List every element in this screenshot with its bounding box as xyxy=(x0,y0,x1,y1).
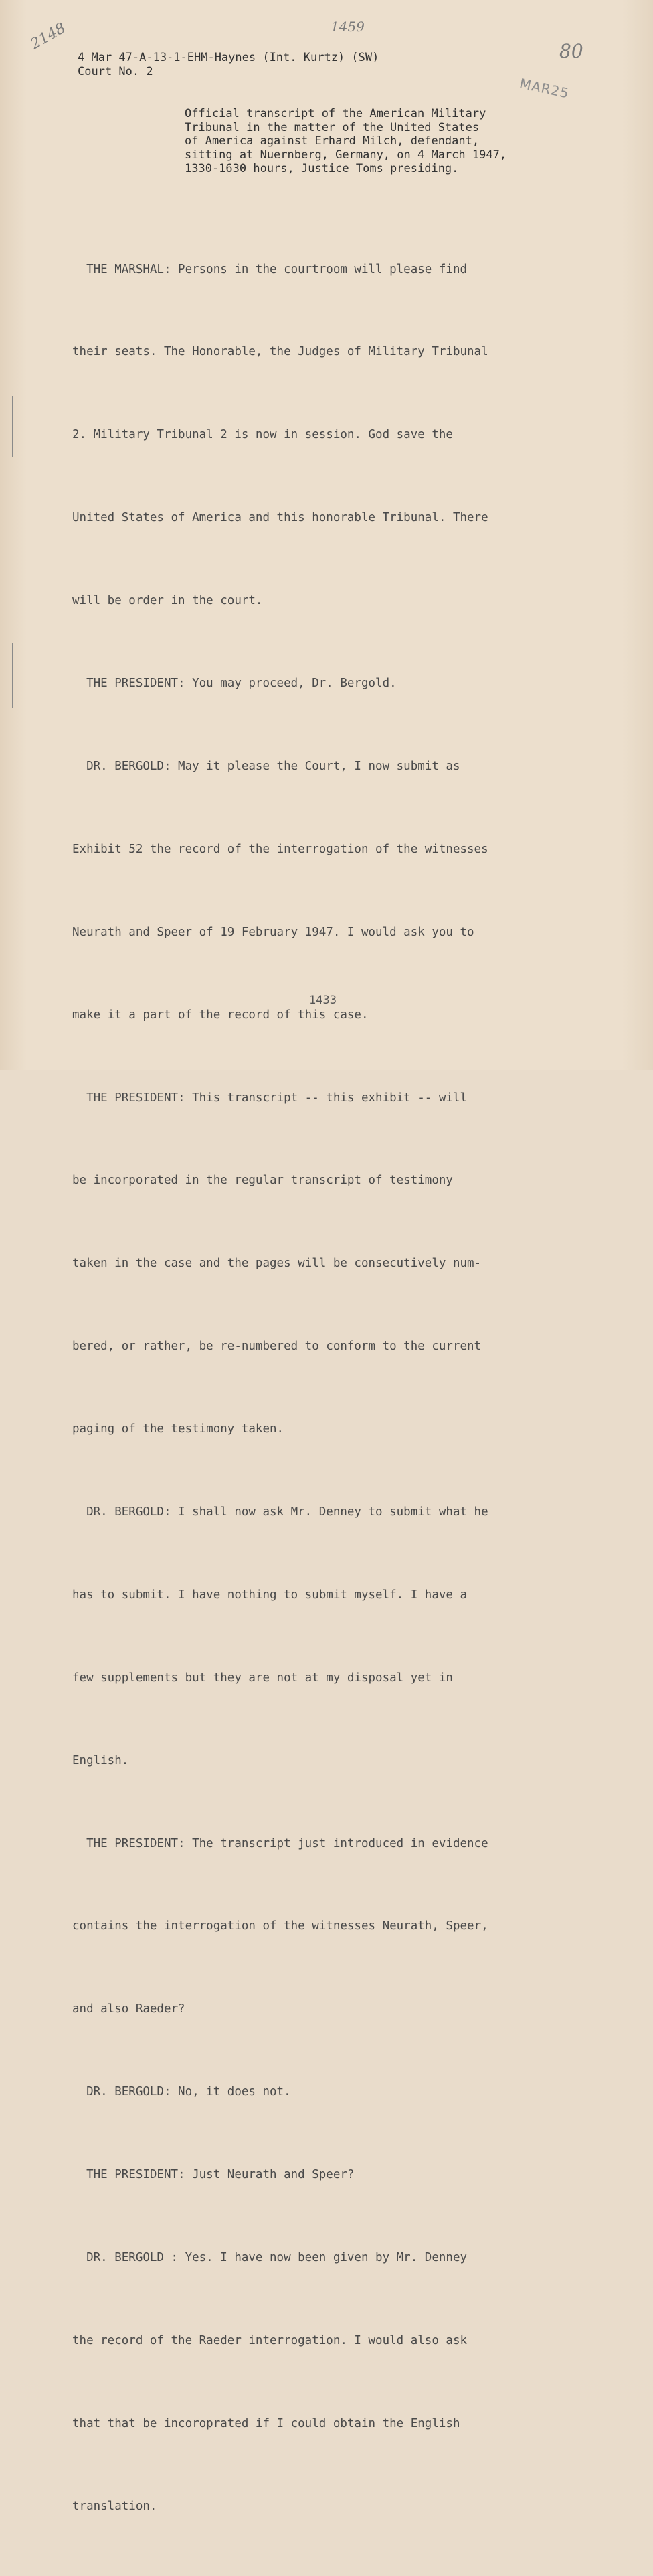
handwritten-number-top-left: 2148 xyxy=(27,19,69,53)
transcript-line: DR. BERGOLD : Yes. I have now been given by Mr. Denney xyxy=(72,2250,468,2264)
transcript-line: translation. xyxy=(72,2499,157,2513)
transcript-line: their seats. The Honorable, the Judges of Military Tribunal xyxy=(72,345,488,359)
transcript-line: DR. BERGOLD: May it please the Court, I now submit as xyxy=(72,759,460,773)
transcript-line: that that be incoroprated if I could obtain the English xyxy=(72,2416,460,2430)
transcript-line: few supplements but they are not at my disposal yet in xyxy=(72,1671,453,1685)
transcript-header xyxy=(78,51,379,79)
transcript-line: 2. Military Tribunal 2 is now in session. God save the xyxy=(72,428,453,442)
binding-mark-lower xyxy=(12,643,13,708)
binding-mark-upper xyxy=(12,396,13,457)
transcript-line: the record of the Raeder interrogation. I would also ask xyxy=(72,2333,468,2347)
transcript-line: United States of America and this honorable Tribunal. There xyxy=(72,511,488,525)
transcript-line: will be order in the court. xyxy=(72,594,263,608)
date-stamp: MAR25 xyxy=(518,75,571,102)
header-line-1: 4 Mar 47-A-13-1-EHM-Haynes (Int. Kurtz) (SW) xyxy=(78,51,379,64)
transcript-line: bered, or rather, be re-numbered to conform to the current xyxy=(72,1339,482,1354)
transcript-line: make it a part of the record of this case. xyxy=(72,1008,369,1022)
transcript-line: and also Raeder? xyxy=(72,2002,185,2016)
page-number: 1433 xyxy=(309,994,337,1007)
transcript-line: Neurath and Speer of 19 February 1947. I would ask you to xyxy=(72,925,474,939)
transcript-line: THE PRESIDENT: You may proceed, Dr. Bergold. xyxy=(72,677,397,691)
transcript-caption: Official transcript of the American Military Tribunal in the matter of the United States of America against Erhard Milch, defendant, sitting at Nuernberg, Germany, on 4 March 1947, 1330-1630 hours, Justice Toms presiding. xyxy=(185,107,507,175)
transcript-line: DR. BERGOLD: No, it does not. xyxy=(72,2085,291,2099)
transcript-line: has to submit. I have nothing to submit myself. I have a xyxy=(72,1588,468,1602)
transcript-line: contains the interrogation of the witnesses Neurath, Speer, xyxy=(72,1919,488,1933)
handwritten-number-top-center: 1459 xyxy=(331,19,365,35)
transcript-line: DR. BERGOLD: I shall now ask Mr. Denney to submit what he xyxy=(72,1505,488,1519)
transcript-line: THE PRESIDENT: The transcript just introduced in evidence xyxy=(72,1836,488,1850)
header-line-2: Court No. 2 xyxy=(78,65,153,78)
transcript-line: paging of the testimony taken. xyxy=(72,1422,284,1436)
handwritten-number-top-right: 80 xyxy=(559,40,583,62)
transcript-line: Exhibit 52 the record of the interrogation of the witnesses xyxy=(72,842,488,856)
transcript-body xyxy=(72,201,567,2576)
transcript-line: be incorporated in the regular transcript of testimony xyxy=(72,1174,453,1188)
transcript-line: English. xyxy=(72,1753,129,1767)
transcript-line: THE MARSHAL: Persons in the courtroom will please find xyxy=(72,262,468,276)
transcript-line: THE PRESIDENT: This transcript -- this exhibit -- will xyxy=(72,1091,468,1105)
transcript-line: taken in the case and the pages will be consecutively num- xyxy=(72,1257,482,1271)
transcript-line: THE PRESIDENT: Just Neurath and Speer? xyxy=(72,2168,355,2182)
